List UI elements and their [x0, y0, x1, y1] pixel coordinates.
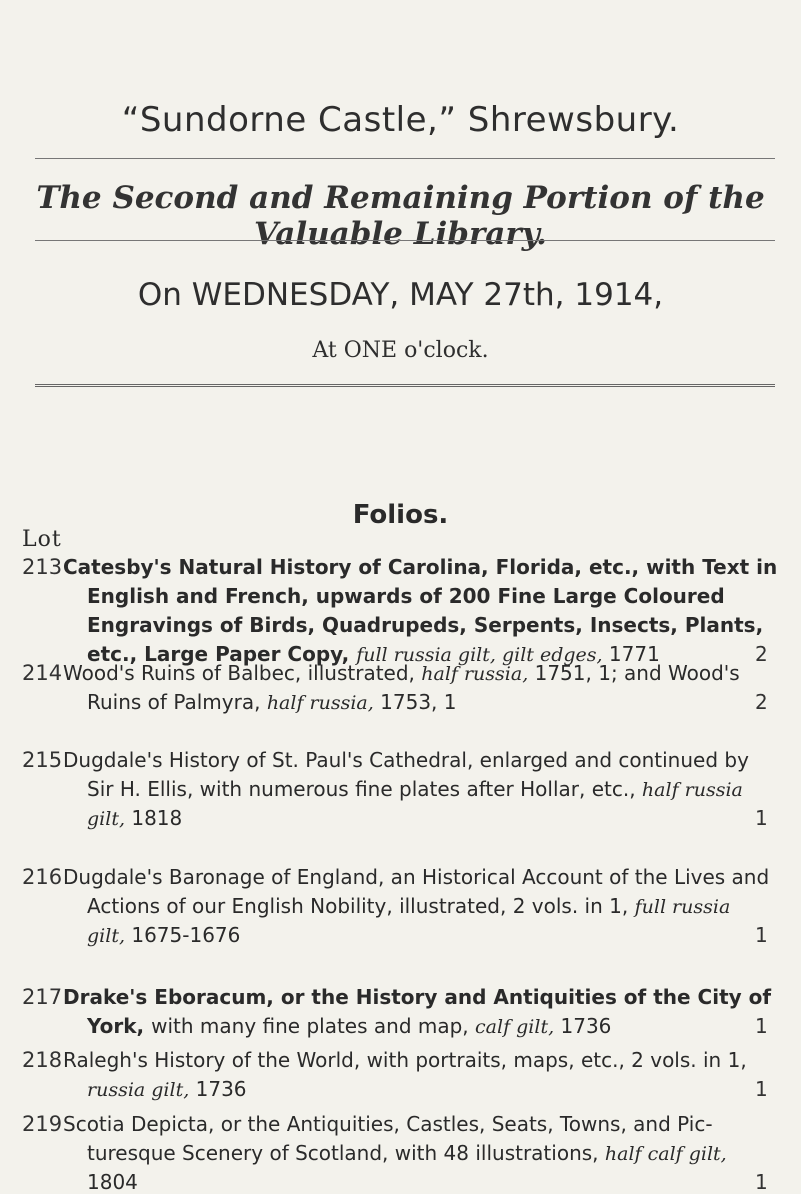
description-segment: with many fine plates and map, — [151, 1014, 476, 1038]
description-segment: half russia, — [421, 663, 529, 685]
page-title: “Sundorne Castle,” Shrewsbury. — [121, 100, 680, 140]
divider — [35, 240, 775, 241]
description-segment: Dugdale's History of St. Paul's Cathedral, enlarged and continued by — [63, 748, 749, 772]
description-segment: 1804 — [87, 1170, 138, 1194]
lot-description-line — [63, 985, 771, 1009]
lot-description-line — [87, 1141, 727, 1165]
description-segment: etc., Large Paper Copy, — [87, 642, 357, 666]
lot-description-line — [63, 865, 769, 889]
lot-quantity: 1 — [755, 806, 768, 830]
description-segment: half russia, — [266, 692, 374, 714]
lot-quantity: 1 — [755, 1170, 768, 1194]
description-segment: Sir H. Ellis, with numerous fine plates after Hollar, etc., — [87, 777, 642, 801]
description-segment: 1675-1676 — [125, 923, 241, 947]
lot-quantity: 1 — [755, 1077, 768, 1101]
lot-column-label: Lot — [22, 527, 62, 552]
lot-description-line — [63, 1112, 713, 1136]
description-segment: full russia — [634, 896, 731, 918]
lot-description-line — [63, 555, 777, 579]
sale-time: At ONE o'clock. — [312, 338, 489, 363]
lot-quantity: 2 — [755, 690, 768, 714]
description-segment: Ruins of Palmyra, — [87, 690, 267, 714]
description-segment: half calf gilt, — [604, 1143, 727, 1165]
lot-description-line — [63, 661, 740, 685]
lot-description-line — [87, 584, 725, 608]
description-segment: calf gilt, — [475, 1016, 555, 1038]
section-heading: Folios. — [352, 500, 449, 530]
lot-number: 214 — [22, 661, 63, 685]
description-segment: Scotia Depicta, or the Antiquities, Castles, Seats, Towns, and Pic- — [63, 1112, 713, 1136]
lot-quantity: 1 — [755, 923, 768, 947]
lot-number: 218 — [22, 1048, 63, 1072]
lot-quantity: 2 — [755, 642, 768, 666]
lot-number: 215 — [22, 748, 63, 772]
lot-description-line — [63, 1048, 747, 1072]
description-segment: 1751, 1; and Wood's — [528, 661, 740, 685]
lot-number: 213 — [22, 555, 63, 579]
lot-description-line — [87, 777, 743, 801]
divider — [35, 158, 775, 159]
description-segment: half russia — [641, 779, 743, 801]
lot-description-line — [87, 1077, 247, 1101]
lot-number: 219 — [22, 1112, 63, 1136]
description-segment: 1736 — [554, 1014, 612, 1038]
description-segment: 1753, 1 — [373, 690, 457, 714]
description-segment: full russia gilt, gilt edges, — [356, 644, 603, 666]
description-segment: Catesby's Natural History of Carolina, Florida, etc., with Text in — [63, 555, 778, 579]
description-segment: Wood's Ruins of Balbec, illustrated, — [63, 661, 422, 685]
description-segment: 1818 — [125, 806, 183, 830]
description-segment: Ralegh's History of the World, with portraits, maps, etc., 2 vols. in 1, — [63, 1048, 747, 1072]
sale-date: On WEDNESDAY, MAY 27th, 1914, — [137, 277, 664, 313]
description-segment: Drake's Eboracum, or the History and Antiquities of the City of — [63, 985, 772, 1009]
lot-number: 216 — [22, 865, 63, 889]
description-segment: York, — [87, 1014, 152, 1038]
lot-description-line — [87, 806, 182, 830]
lot-number: 217 — [22, 985, 63, 1009]
description-segment: 1736 — [189, 1077, 247, 1101]
lot-description-line — [87, 894, 730, 918]
description-segment: russia gilt, — [87, 1079, 190, 1101]
description-segment: 1771 — [602, 642, 660, 666]
lot-description-line — [87, 613, 763, 637]
description-segment: Actions of our English Nobility, illustrated, 2 vols. in 1, — [87, 894, 635, 918]
subtitle: The Second and Remaining Portion of the Valuable Library. — [36, 180, 765, 252]
description-segment: English and French, upwards of 200 Fine Large Coloured — [87, 584, 725, 608]
description-segment: Engravings of Birds, Quadrupeds, Serpents, Insects, Plants, — [87, 613, 764, 637]
description-segment: gilt, — [87, 808, 125, 830]
description-segment: Dugdale's Baronage of England, an Historical Account of the Lives and — [63, 865, 770, 889]
lot-description-line — [87, 1014, 611, 1038]
lot-quantity: 1 — [755, 1014, 768, 1038]
lot-description-line — [87, 690, 457, 714]
description-segment: turesque Scenery of Scotland, with 48 illustrations, — [87, 1141, 605, 1165]
divider — [35, 384, 775, 387]
lot-description-line — [87, 923, 240, 947]
lot-description-line — [87, 1170, 138, 1194]
description-segment: gilt, — [87, 925, 125, 947]
lot-description-line — [63, 748, 749, 772]
